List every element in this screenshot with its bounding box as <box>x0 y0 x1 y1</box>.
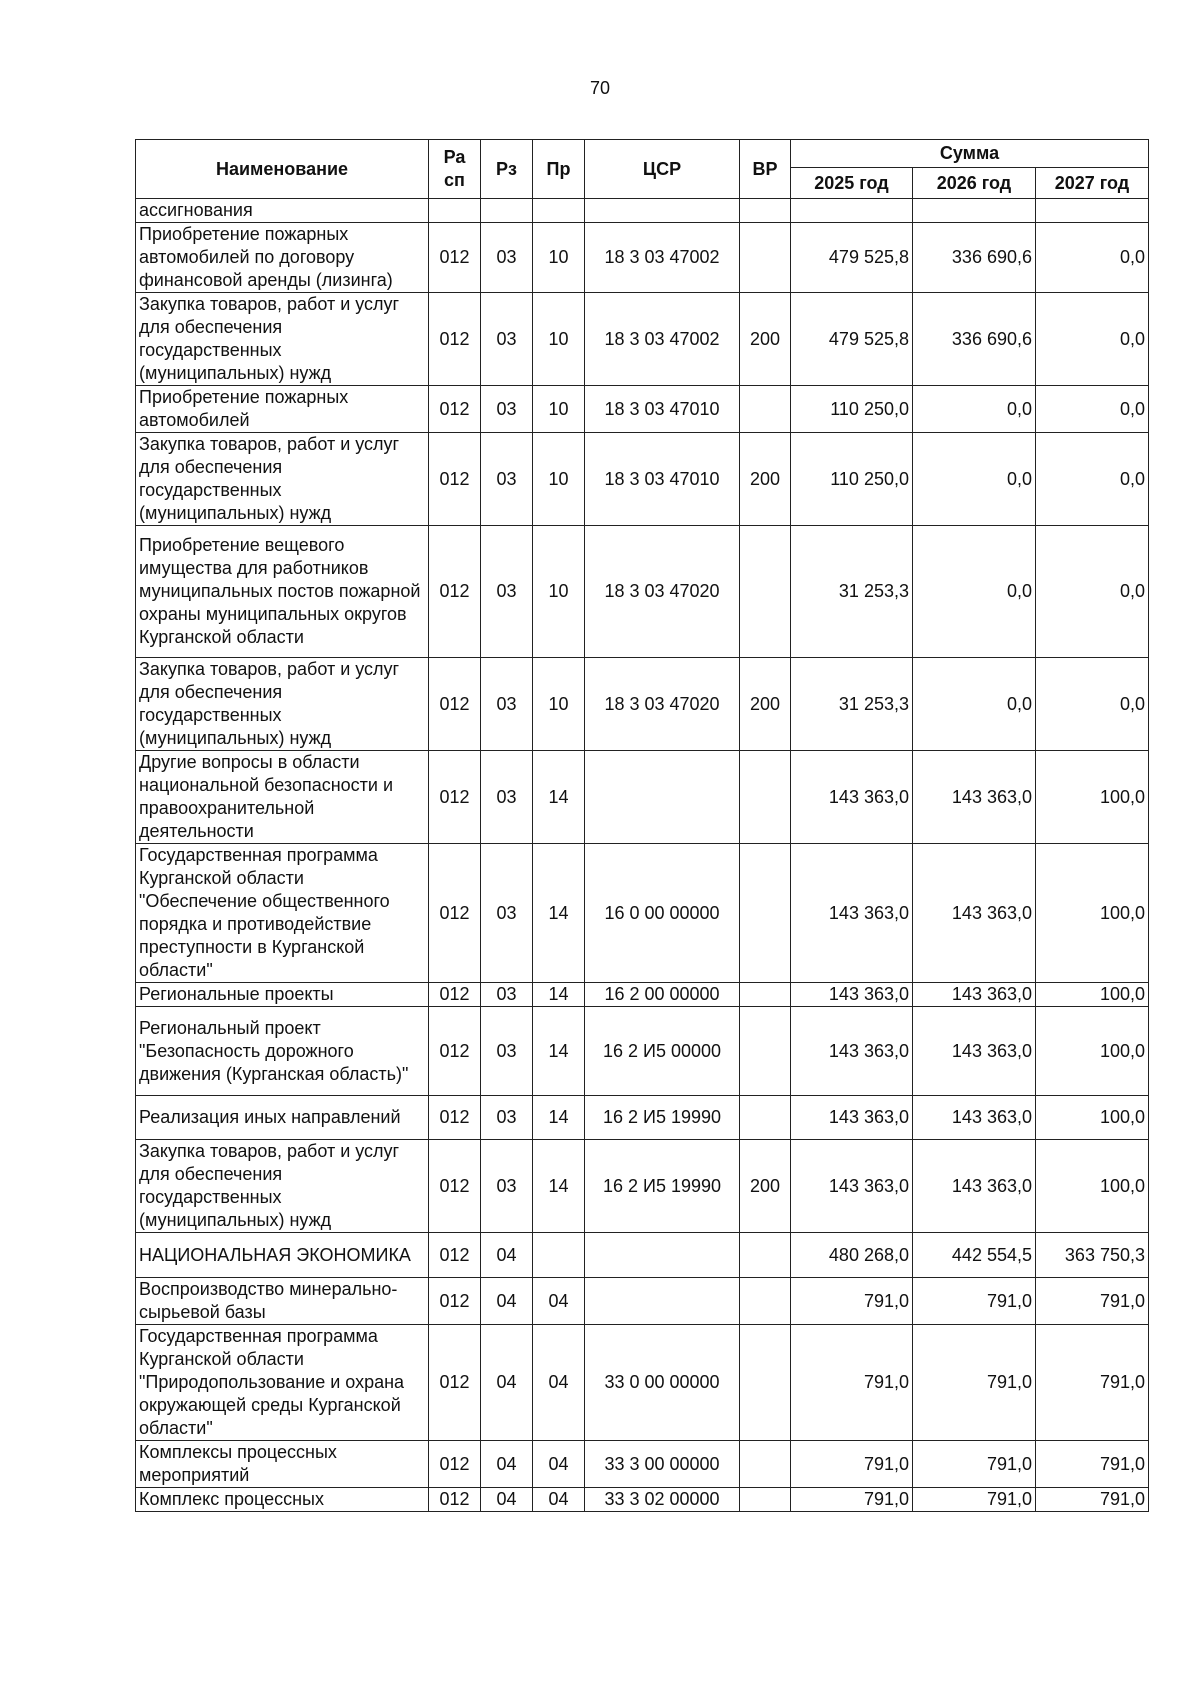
row-name: Региональный проект "Безопасность дорожного движения (Курганская область)" <box>136 1007 429 1096</box>
row-amount-2026: 0,0 <box>913 658 1036 751</box>
row-rz: 03 <box>481 1140 533 1233</box>
row-rz: 04 <box>481 1325 533 1441</box>
header-sum: Сумма <box>791 140 1149 168</box>
row-amount-2025: 791,0 <box>791 1441 913 1488</box>
header-rasp-line2: сп <box>444 170 465 190</box>
row-amount-2026: 336 690,6 <box>913 223 1036 293</box>
row-rz: 03 <box>481 526 533 658</box>
row-name: Государственная программа Курганской области "Обеспечение общественного порядка и противодействие преступности в Курганской области" <box>136 844 429 983</box>
row-vr: 200 <box>740 1140 791 1233</box>
row-csr: 18 3 03 47002 <box>585 223 740 293</box>
row-rz: 04 <box>481 1233 533 1278</box>
table-row <box>136 1007 1149 1096</box>
row-rz: 03 <box>481 844 533 983</box>
row-amount-2026: 143 363,0 <box>913 1096 1036 1140</box>
row-amount-2025 <box>791 199 913 223</box>
row-rasp: 012 <box>429 1140 481 1233</box>
row-name: Приобретение пожарных автомобилей по договору финансовой аренды (лизинга) <box>136 223 429 293</box>
row-amount-2025: 110 250,0 <box>791 386 913 433</box>
row-amount-2025: 31 253,3 <box>791 526 913 658</box>
row-rasp: 012 <box>429 844 481 983</box>
row-rasp: 012 <box>429 658 481 751</box>
row-rz: 03 <box>481 983 533 1007</box>
row-rasp: 012 <box>429 386 481 433</box>
row-pr: 04 <box>533 1488 585 1512</box>
row-vr <box>740 1325 791 1441</box>
header-rz: Рз <box>481 140 533 199</box>
row-name: Приобретение пожарных автомобилей <box>136 386 429 433</box>
row-amount-2025: 480 268,0 <box>791 1233 913 1278</box>
row-name: Закупка товаров, работ и услуг для обеспечения государственных (муниципальных) нужд <box>136 1140 429 1233</box>
row-pr: 10 <box>533 386 585 433</box>
header-2026: 2026 год <box>913 168 1036 199</box>
row-vr <box>740 1233 791 1278</box>
row-vr <box>740 983 791 1007</box>
row-amount-2027: 791,0 <box>1036 1278 1149 1325</box>
row-csr: 33 3 02 00000 <box>585 1488 740 1512</box>
table-row <box>136 1325 1149 1441</box>
row-vr <box>740 1007 791 1096</box>
row-amount-2027: 100,0 <box>1036 1140 1149 1233</box>
row-rasp: 012 <box>429 751 481 844</box>
row-pr: 04 <box>533 1325 585 1441</box>
row-amount-2027: 100,0 <box>1036 751 1149 844</box>
row-csr: 33 0 00 00000 <box>585 1325 740 1441</box>
row-amount-2027: 363 750,3 <box>1036 1233 1149 1278</box>
row-pr: 04 <box>533 1278 585 1325</box>
table-row <box>136 293 1149 386</box>
table-row <box>136 983 1149 1007</box>
row-csr: 18 3 03 47020 <box>585 658 740 751</box>
row-csr: 18 3 03 47020 <box>585 526 740 658</box>
row-amount-2025: 791,0 <box>791 1488 913 1512</box>
row-rz: 03 <box>481 293 533 386</box>
row-csr: 16 2 И5 00000 <box>585 1007 740 1096</box>
table-row <box>136 199 1149 223</box>
row-rz: 04 <box>481 1278 533 1325</box>
row-amount-2025: 791,0 <box>791 1325 913 1441</box>
row-csr: 33 3 00 00000 <box>585 1441 740 1488</box>
row-rasp: 012 <box>429 1233 481 1278</box>
row-amount-2027: 791,0 <box>1036 1488 1149 1512</box>
row-csr: 18 3 03 47010 <box>585 386 740 433</box>
table-row <box>136 1140 1149 1233</box>
row-rz: 03 <box>481 433 533 526</box>
row-csr: 16 2 00 00000 <box>585 983 740 1007</box>
row-rasp: 012 <box>429 433 481 526</box>
row-name: Государственная программа Курганской области "Природопользование и охрана окружающей среды Курганской области" <box>136 1325 429 1441</box>
row-rasp: 012 <box>429 983 481 1007</box>
row-name: Приобретение вещевого имущества для работников муниципальных постов пожарной охраны муниципальных округов Курганской области <box>136 526 429 658</box>
row-rz: 03 <box>481 1007 533 1096</box>
row-amount-2027: 791,0 <box>1036 1325 1149 1441</box>
row-amount-2026: 143 363,0 <box>913 1007 1036 1096</box>
table-row <box>136 1441 1149 1488</box>
row-amount-2026: 791,0 <box>913 1441 1036 1488</box>
row-amount-2026: 791,0 <box>913 1325 1036 1441</box>
row-vr <box>740 1488 791 1512</box>
row-pr: 10 <box>533 526 585 658</box>
row-rasp: 012 <box>429 1441 481 1488</box>
table-row <box>136 1278 1149 1325</box>
row-name: Комплекс процессных <box>136 1488 429 1512</box>
row-csr <box>585 751 740 844</box>
row-rasp <box>429 199 481 223</box>
row-rz: 03 <box>481 1096 533 1140</box>
table-row <box>136 1488 1149 1512</box>
row-name: Закупка товаров, работ и услуг для обеспечения государственных (муниципальных) нужд <box>136 658 429 751</box>
table-row <box>136 386 1149 433</box>
row-pr <box>533 1233 585 1278</box>
row-amount-2025: 479 525,8 <box>791 223 913 293</box>
row-amount-2025: 143 363,0 <box>791 1007 913 1096</box>
row-amount-2027: 0,0 <box>1036 526 1149 658</box>
row-amount-2025: 791,0 <box>791 1278 913 1325</box>
row-name: Другие вопросы в области национальной безопасности и правоохранительной деятельности <box>136 751 429 844</box>
budget-table <box>135 139 1149 1512</box>
row-amount-2025: 479 525,8 <box>791 293 913 386</box>
page-number: 70 <box>589 78 611 98</box>
header-name: Наименование <box>136 140 429 199</box>
row-vr <box>740 1096 791 1140</box>
row-vr: 200 <box>740 433 791 526</box>
row-name: Закупка товаров, работ и услуг для обеспечения государственных (муниципальных) нужд <box>136 433 429 526</box>
table-row <box>136 223 1149 293</box>
header-2027: 2027 год <box>1036 168 1149 199</box>
row-pr: 14 <box>533 1007 585 1096</box>
row-amount-2027: 100,0 <box>1036 1007 1149 1096</box>
row-amount-2027: 100,0 <box>1036 983 1149 1007</box>
row-amount-2027: 100,0 <box>1036 1096 1149 1140</box>
row-vr <box>740 1278 791 1325</box>
row-amount-2026: 0,0 <box>913 433 1036 526</box>
row-amount-2025: 143 363,0 <box>791 1096 913 1140</box>
table-row <box>136 433 1149 526</box>
row-rasp: 012 <box>429 1488 481 1512</box>
row-pr: 14 <box>533 751 585 844</box>
row-name: Реализация иных направлений <box>136 1096 429 1140</box>
row-pr: 10 <box>533 223 585 293</box>
row-name: Комплексы процессных мероприятий <box>136 1441 429 1488</box>
row-amount-2026: 0,0 <box>913 526 1036 658</box>
row-rasp: 012 <box>429 223 481 293</box>
row-vr <box>740 751 791 844</box>
table-row <box>136 1096 1149 1140</box>
row-csr: 16 2 И5 19990 <box>585 1140 740 1233</box>
row-amount-2025: 110 250,0 <box>791 433 913 526</box>
row-pr: 10 <box>533 658 585 751</box>
table-row <box>136 751 1149 844</box>
row-name: Воспроизводство минерально-сырьевой базы <box>136 1278 429 1325</box>
header-rasp <box>429 140 481 199</box>
row-pr: 10 <box>533 433 585 526</box>
row-amount-2027: 791,0 <box>1036 1441 1149 1488</box>
row-pr: 14 <box>533 983 585 1007</box>
row-pr: 14 <box>533 844 585 983</box>
header-vr: ВР <box>740 140 791 199</box>
row-vr <box>740 526 791 658</box>
row-vr <box>740 1441 791 1488</box>
row-name: ассигнования <box>136 199 429 223</box>
row-amount-2026: 143 363,0 <box>913 751 1036 844</box>
row-amount-2026: 791,0 <box>913 1278 1036 1325</box>
row-rz: 04 <box>481 1441 533 1488</box>
row-amount-2025: 143 363,0 <box>791 1140 913 1233</box>
row-pr: 04 <box>533 1441 585 1488</box>
table-row <box>136 844 1149 983</box>
row-pr: 14 <box>533 1096 585 1140</box>
row-amount-2025: 143 363,0 <box>791 751 913 844</box>
table-header-row <box>136 140 1149 168</box>
row-rz: 03 <box>481 223 533 293</box>
row-rasp: 012 <box>429 1096 481 1140</box>
row-amount-2026: 442 554,5 <box>913 1233 1036 1278</box>
header-pr: Пр <box>533 140 585 199</box>
row-amount-2025: 143 363,0 <box>791 983 913 1007</box>
row-csr <box>585 1278 740 1325</box>
row-amount-2027: 0,0 <box>1036 293 1149 386</box>
row-rz: 03 <box>481 751 533 844</box>
row-amount-2026: 143 363,0 <box>913 1140 1036 1233</box>
row-vr: 200 <box>740 293 791 386</box>
row-amount-2026 <box>913 199 1036 223</box>
row-vr <box>740 223 791 293</box>
row-rasp: 012 <box>429 1007 481 1096</box>
row-amount-2026: 143 363,0 <box>913 844 1036 983</box>
row-amount-2027: 0,0 <box>1036 433 1149 526</box>
row-rz <box>481 199 533 223</box>
row-amount-2027: 100,0 <box>1036 844 1149 983</box>
row-amount-2027 <box>1036 199 1149 223</box>
row-amount-2026: 0,0 <box>913 386 1036 433</box>
row-rasp: 012 <box>429 293 481 386</box>
row-csr: 16 0 00 00000 <box>585 844 740 983</box>
row-amount-2026: 143 363,0 <box>913 983 1036 1007</box>
row-name: Закупка товаров, работ и услуг для обеспечения государственных (муниципальных) нужд <box>136 293 429 386</box>
row-csr: 16 2 И5 19990 <box>585 1096 740 1140</box>
row-amount-2027: 0,0 <box>1036 386 1149 433</box>
row-amount-2026: 791,0 <box>913 1488 1036 1512</box>
row-csr <box>585 1233 740 1278</box>
row-csr: 18 3 03 47002 <box>585 293 740 386</box>
row-rasp: 012 <box>429 1278 481 1325</box>
header-2025: 2025 год <box>791 168 913 199</box>
row-vr: 200 <box>740 658 791 751</box>
row-rasp: 012 <box>429 1325 481 1441</box>
row-name: НАЦИОНАЛЬНАЯ ЭКОНОМИКА <box>136 1233 429 1278</box>
row-rz: 04 <box>481 1488 533 1512</box>
table-row <box>136 658 1149 751</box>
row-rz: 03 <box>481 658 533 751</box>
row-amount-2025: 143 363,0 <box>791 844 913 983</box>
row-amount-2025: 31 253,3 <box>791 658 913 751</box>
row-vr <box>740 199 791 223</box>
row-amount-2027: 0,0 <box>1036 658 1149 751</box>
table-row <box>136 526 1149 658</box>
row-csr: 18 3 03 47010 <box>585 433 740 526</box>
table-row <box>136 1233 1149 1278</box>
row-vr <box>740 844 791 983</box>
header-rasp-line1: Ра <box>443 147 466 167</box>
row-rz: 03 <box>481 386 533 433</box>
row-rasp: 012 <box>429 526 481 658</box>
row-csr <box>585 199 740 223</box>
row-amount-2027: 0,0 <box>1036 223 1149 293</box>
row-name: Региональные проекты <box>136 983 429 1007</box>
row-pr <box>533 199 585 223</box>
row-pr: 14 <box>533 1140 585 1233</box>
row-vr <box>740 386 791 433</box>
row-pr: 10 <box>533 293 585 386</box>
row-amount-2026: 336 690,6 <box>913 293 1036 386</box>
table-body <box>136 199 1149 1512</box>
header-csr: ЦСР <box>585 140 740 199</box>
